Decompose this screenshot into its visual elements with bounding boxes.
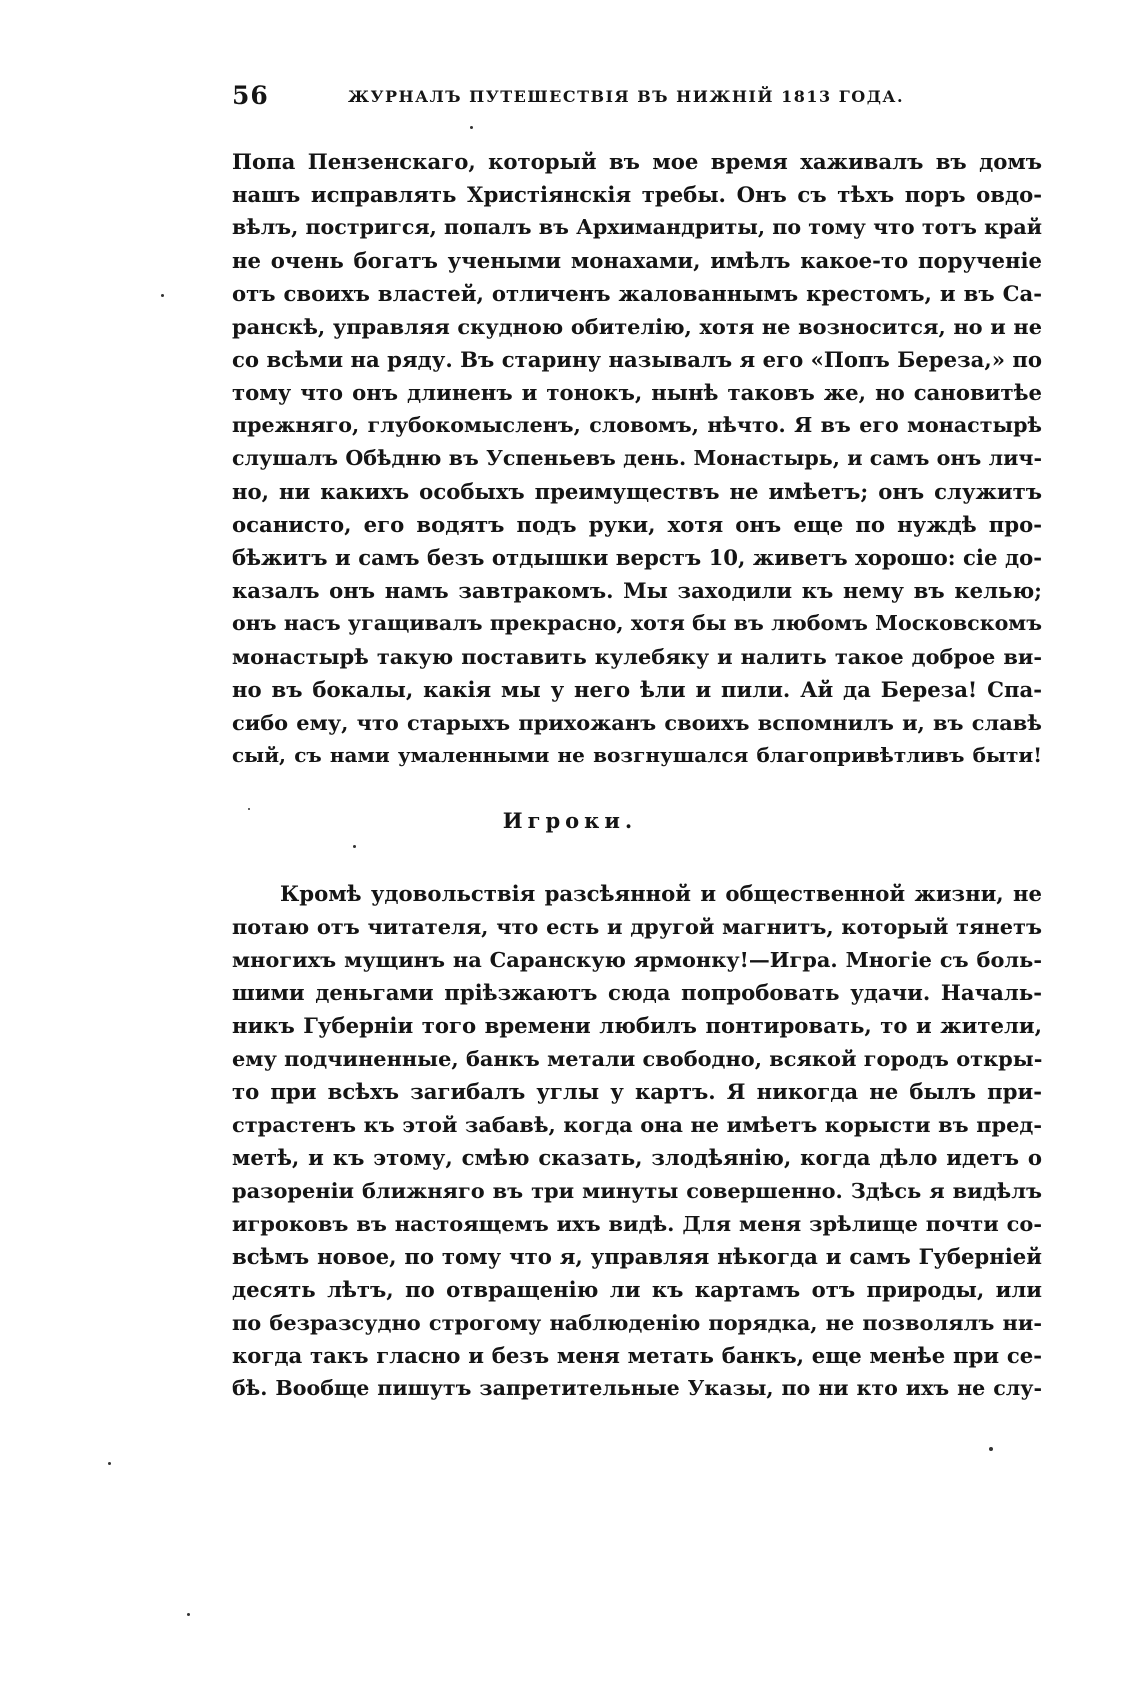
paragraph-1	[232, 145, 1042, 772]
scan-speck	[248, 808, 250, 810]
text-line: монастырѣ такую поставить кулебяку и налить такое доброе ви-	[232, 644, 1042, 669]
text-line: вѣлъ, постригся, попалъ въ Архимандриты, по тому что тотъ край	[232, 215, 1042, 239]
text-line: ему подчиненные, банкъ метали свободно, всякой городъ откры-	[232, 1046, 1042, 1071]
text-line: всѣмъ новое, по тому что я, управляя нѣкогда и самъ Губерніей	[232, 1244, 1042, 1269]
text-line: сибо ему, что старыхъ прихожанъ своихъ вспомнилъ и, въ славѣ	[232, 710, 1042, 735]
text-line: ранскѣ, управляя скудною обителію, хотя не возносится, но и не	[232, 314, 1042, 339]
text-line: многихъ мущинъ на Саранскую ярмонку!—Игра. Многіе съ боль-	[232, 947, 1042, 972]
text-line: бѣ. Вообще пишутъ запретительные Указы, по ни кто ихъ не слу-	[232, 1376, 1042, 1400]
text-line: десять лѣтъ, по отвращенію ли къ картамъ отъ природы, или	[232, 1277, 1042, 1302]
text-line: игроковъ въ настоящемъ ихъ видѣ. Для меня зрѣлище почти со-	[232, 1211, 1042, 1236]
paragraph-2	[232, 877, 1042, 1405]
text-line: шими деньгами пріѣзжаютъ сюда попробовать удачи. Началь-	[232, 980, 1042, 1005]
text-line: казалъ онъ намъ завтракомъ. Мы заходили къ нему въ келью;	[232, 578, 1042, 603]
text-line: онъ насъ угащивалъ прекрасно, хотя бы въ любомъ Московскомъ	[232, 611, 1042, 635]
section-heading: Игроки.	[502, 808, 638, 833]
scan-speck	[187, 1613, 190, 1616]
text-line: бѣжитъ и самъ безъ отдышки верстъ 10, живетъ хорошо: сіе до-	[232, 545, 1042, 570]
text-line: не очень богатъ учеными монахами, имѣлъ какое-то порученіе	[232, 248, 1042, 273]
text-line: по безразсудно строгому наблюденію порядка, не позволялъ ни-	[232, 1310, 1042, 1335]
text-line: страстенъ къ этой забавѣ, когда она не имѣетъ корысти въ пред-	[232, 1112, 1042, 1137]
page-number: 56	[232, 81, 269, 110]
text-line: осанисто, его водятъ подъ руки, хотя онъ еще по нуждѣ про-	[232, 512, 1042, 537]
text-line: со всѣми на ряду. Въ старину называлъ я его «Попъ Береза,» по	[232, 347, 1042, 372]
scan-speck	[161, 294, 164, 297]
text-line: прежняго, глубокомысленъ, словомъ, нѣчто. Я въ его монастырѣ	[232, 413, 1042, 437]
scan-speck	[470, 126, 473, 129]
text-line: Попа Пензенскаго, который въ мое время хаживалъ въ домъ	[232, 149, 1042, 174]
text-line: нашъ исправлять Христіянскія требы. Онъ съ тѣхъ поръ овдо-	[232, 182, 1042, 207]
text-line: сый, съ нами умаленными не возгнушался благопривѣтливъ быти!	[232, 743, 1042, 767]
text-line: никъ Губерніи того времени любилъ понтировать, то и жители,	[232, 1013, 1042, 1038]
text-line: отъ своихъ властей, отличенъ жалованнымъ крестомъ, и въ Са-	[232, 281, 1042, 306]
scan-speck	[989, 1447, 993, 1451]
text-line: но въ бокалы, какія мы у него ѣли и пили. Ай да Береза! Спа-	[232, 677, 1042, 702]
text-line: потаю отъ читателя, что есть и другой магнитъ, который тянетъ	[232, 914, 1042, 939]
scan-speck	[353, 845, 356, 848]
running-head	[232, 81, 1042, 111]
text-line: то при всѣхъ загибалъ углы у картъ. Я никогда не былъ при-	[232, 1079, 1042, 1104]
text-line: разореніи ближняго въ три минуты совершенно. Здѣсь я видѣлъ	[232, 1178, 1042, 1203]
scan-speck	[108, 1462, 111, 1465]
text-line: но, ни какихъ особыхъ преимуществъ не имѣетъ; онъ служитъ	[232, 479, 1042, 504]
running-title: ЖУРНАЛЪ ПУТЕШЕСТВІЯ ВЪ НИЖНІЙ 1813 ГОДА.	[348, 87, 905, 106]
text-line: тому что онъ длиненъ и тонокъ, нынѣ таковъ же, но сановитѣе	[232, 380, 1042, 405]
text-line: слушалъ Обѣдню въ Успеньевъ день. Монастырь, и самъ онъ лич-	[232, 446, 1042, 470]
text-line: метѣ, и къ этому, смѣю сказать, злодѣянію, когда дѣло идетъ о	[232, 1145, 1042, 1170]
text-line: когда такъ гласно и безъ меня метать банкъ, еще менѣе при се-	[232, 1343, 1042, 1368]
text-line: Кромѣ удовольствія разсѣянной и общественной жизни, не	[280, 881, 1042, 906]
